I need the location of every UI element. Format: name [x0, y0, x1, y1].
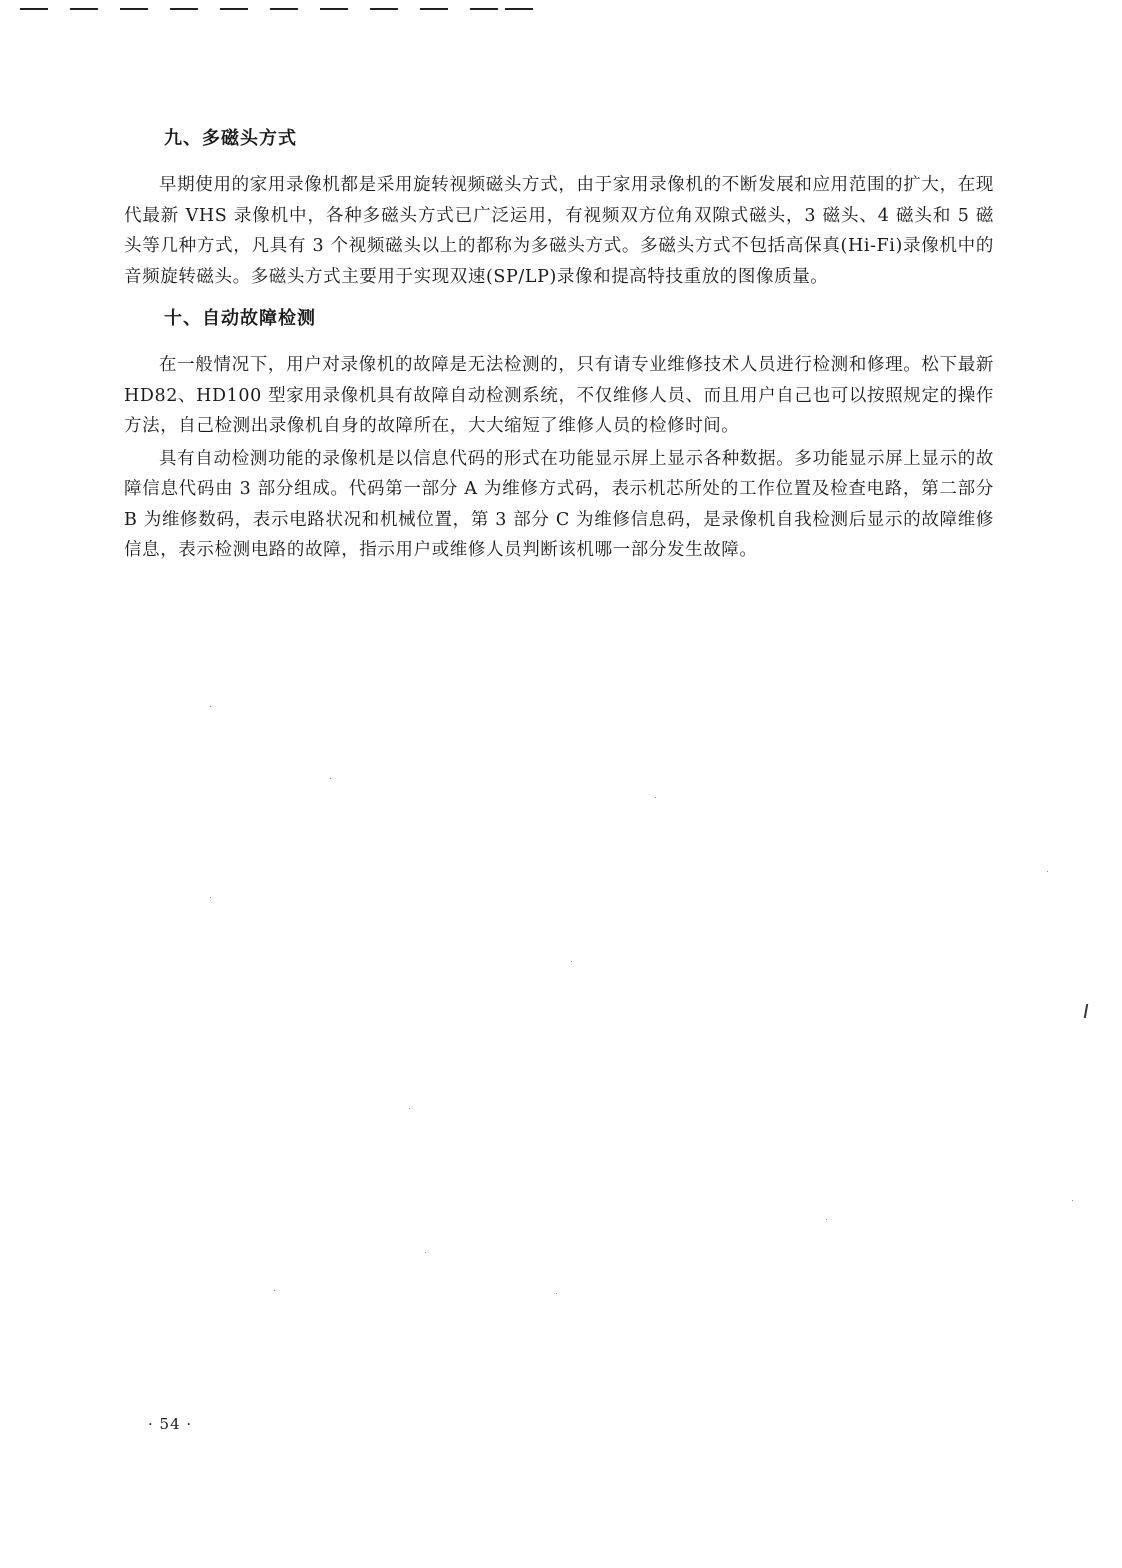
scan-speck	[210, 897, 211, 898]
page-body	[124, 124, 994, 568]
scan-speck	[655, 797, 656, 798]
scan-speck	[1072, 1200, 1073, 1201]
page-number: · 54 ·	[148, 1415, 193, 1433]
scan-speck	[571, 961, 572, 962]
scan-speck	[425, 1252, 426, 1253]
paragraph: 早期使用的家用录像机都是采用旋转视频磁头方式，由于家用录像机的不断发展和应用范围的扩大，在现代最新 VHS 录像机中，各种多磁头方式已广泛运用，有视频双方位角双隙式磁头，3 磁头、4 磁头和 5 磁头等几种方式，凡具有 3 个视频磁头以上的都称为多磁头方式。多磁头方式不包括高保真(Hi-Fi)录像机中的音频旋转磁头。多磁头方式主要用于实现双速(SP/LP)录像和提高特技重放的图像质量。	[124, 175, 994, 287]
scan-speck	[409, 1108, 410, 1109]
scan-speck	[210, 706, 211, 707]
scan-speck	[274, 1290, 275, 1291]
scan-speck	[330, 778, 331, 779]
paragraph: 具有自动检测功能的录像机是以信息代码的形式在功能显示屏上显示各种数据。多功能显示屏上显示的故障信息代码由 3 部分组成。代码第一部分 A 为维修方式码，表示机芯所处的工作位置及检查电路，第二部分 B 为维修数码，表示电路状况和机械位置，第 3 部分 C 为维修信息码，是录像机自我检测后显示的故障维修信息，表示检测电路的故障，指示用户或维修人员判断该机哪一部分发生故障。	[124, 448, 994, 560]
scan-speck	[1047, 871, 1048, 872]
section-heading: 九、多磁头方式	[164, 128, 297, 149]
scan-speck	[556, 1293, 557, 1294]
paragraph: 在一般情况下，用户对录像机的故障是无法检测的，只有请专业维修技术人员进行检测和修理。松下最新 HD82、HD100 型家用录像机具有故障自动检测系统，不仅维修人员、而且用户自己也可以按照规定的操作方法，自己检测出录像机自身的故障所在，大大缩短了维修人员的检修时间。	[124, 355, 994, 436]
section-auto-fault-detection	[124, 304, 994, 566]
scan-mark	[1084, 1004, 1088, 1018]
section-multi-head	[124, 124, 994, 292]
section-heading: 十、自动故障检测	[164, 308, 316, 329]
top-dashed-rule	[0, 0, 540, 14]
scan-speck	[826, 1219, 827, 1220]
